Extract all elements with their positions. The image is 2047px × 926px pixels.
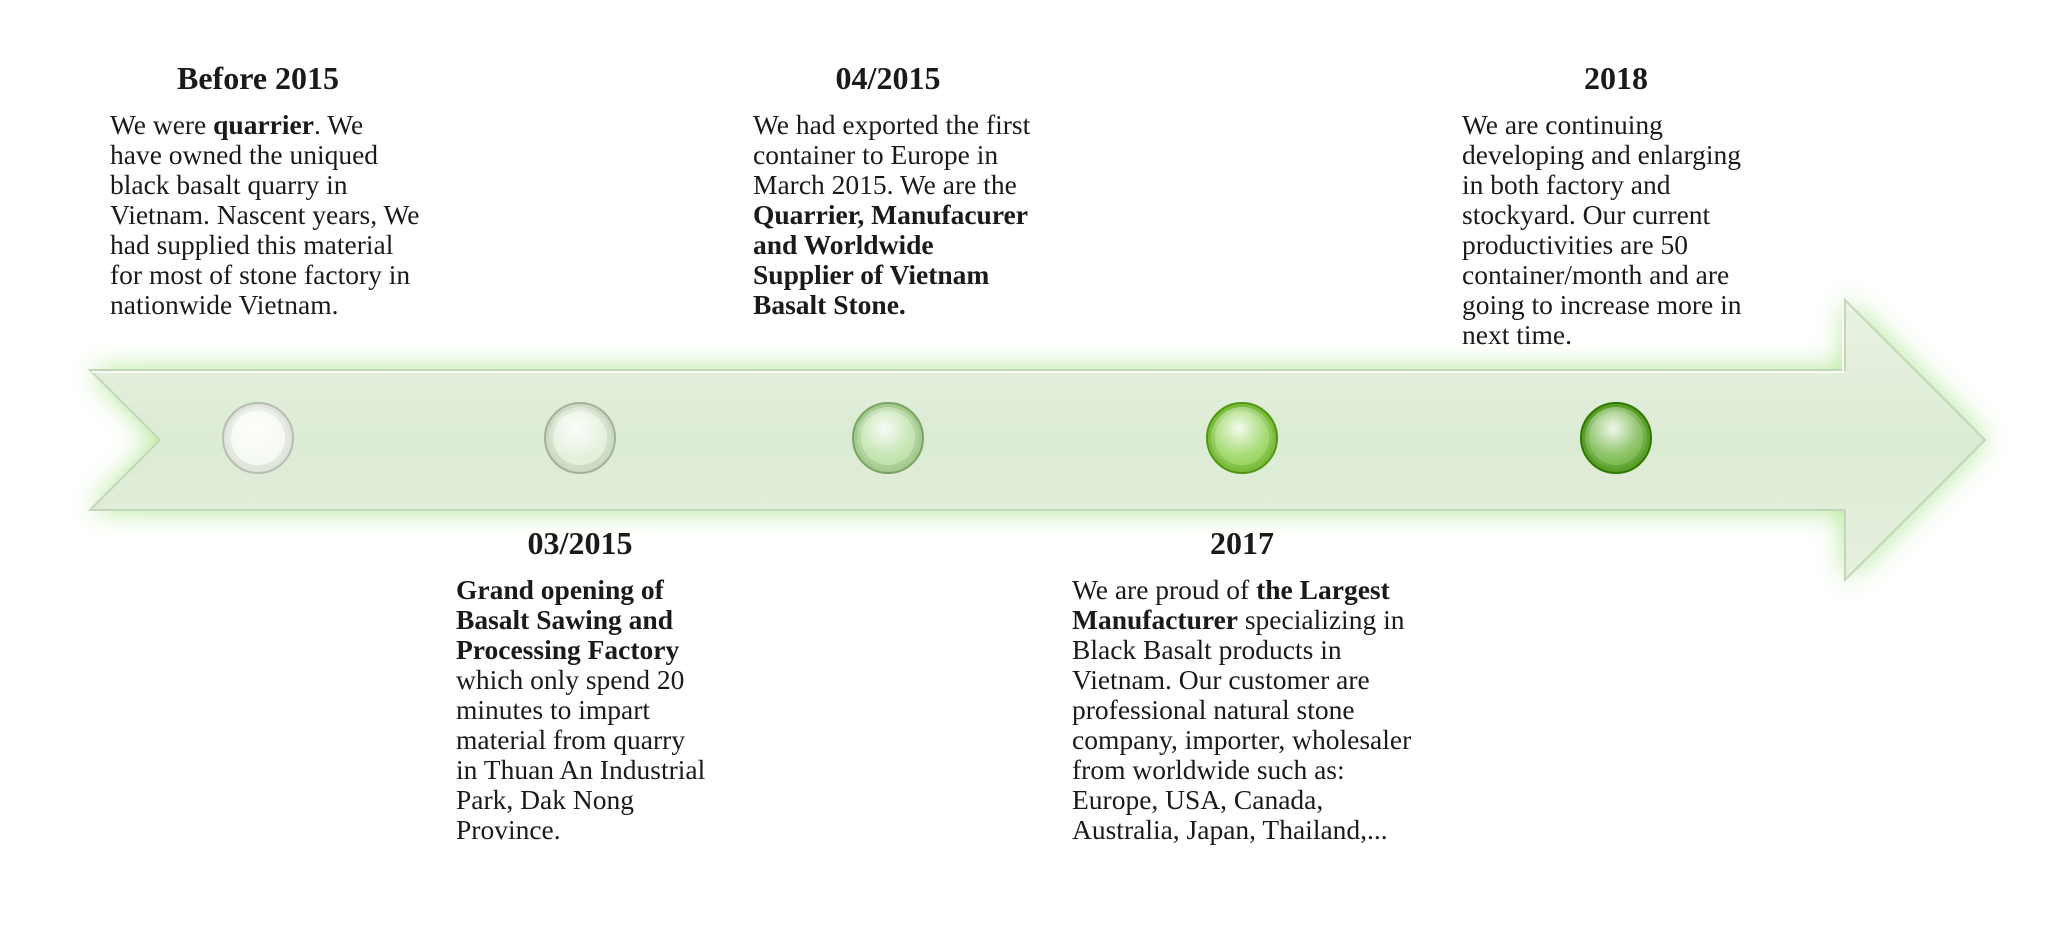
description-text: We were — [110, 109, 214, 140]
timeline-description-3 — [753, 110, 1035, 320]
timeline-description-4 — [1072, 575, 1422, 845]
description-text: . We have owned the uniqued black basalt quarry in Vietnam. Nascent years, We had supplied this material for most of stone factory in nationwide Vietnam. — [110, 109, 420, 320]
timeline-title-1: Before 2015 — [176, 60, 340, 96]
timeline-title-3: 04/2015 — [835, 60, 941, 96]
description-bold-text: Quarrier, Manufacurer and Worldwide Supplier of Vietnam Basalt Stone. — [753, 199, 1028, 320]
description-bold-text: quarrier — [213, 109, 314, 140]
timeline-description-2 — [456, 575, 706, 845]
description-text: which only spend 20 minutes to impart material from quarry in Thuan An Industrial Park, Dak Nong Province. — [456, 664, 706, 845]
timeline-description-1 — [110, 110, 420, 320]
description-bold-text: the Largest Manufacturer — [1072, 574, 1390, 635]
description-text: We had exported the first container to Europe in March 2015. We are the — [753, 109, 1031, 200]
timeline-description-5 — [1462, 110, 1767, 350]
timeline-marker-2 — [545, 403, 615, 473]
description-text: We are continuing developing and enlarging in both factory and stockyard. Our current productivities are 50 container/month and are going to increase more in next time. — [1462, 109, 1742, 350]
timeline-title-2: 03/2015 — [527, 525, 633, 561]
timeline-marker-3 — [853, 403, 923, 473]
description-bold-text: Grand opening of Basalt Sawing and Processing Factory — [456, 574, 680, 665]
timeline-marker-5 — [1581, 403, 1651, 473]
timeline-title-4: 2017 — [1210, 525, 1274, 561]
timeline-title-5: 2018 — [1584, 60, 1648, 96]
timeline-marker-4 — [1207, 403, 1277, 473]
description-text: We are proud of — [1072, 574, 1257, 605]
timeline-marker-1 — [223, 403, 293, 473]
description-text: specializing in Black Basalt products in Vietnam. Our customer are professional natural stone company, importer, wholesaler from worldwide such as: Europe, USA, Canada, Australia, Japan, Thailand,... — [1072, 604, 1412, 845]
